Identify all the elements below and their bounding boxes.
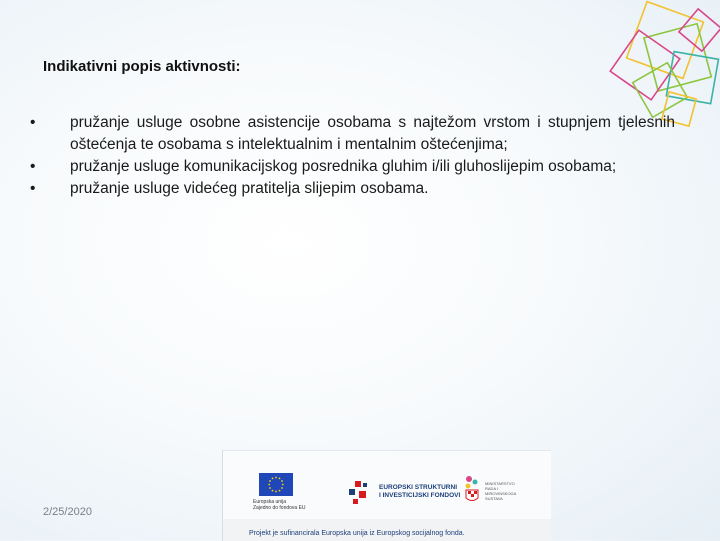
list-item-text: pružanje usluge osobne asistencije osobama s najtežom vrstom i stupnjem tjelesnih oštećenja te osobama s intelektualnim i mentalnim oštećenjima; — [70, 114, 675, 153]
list-item — [30, 112, 675, 156]
list-item — [30, 178, 675, 200]
slide-date: 2/25/2020 — [43, 506, 92, 518]
banner-caption: Projekt je sufinancirala Europska unija iz Europskog socijalnog fonda. — [249, 530, 465, 537]
esi-funds-text — [379, 484, 460, 500]
ministry-text: MINISTARSTVO RADA I MIROVINSKOGA SUSTAVA — [485, 481, 517, 501]
esi-line-1: EUROPSKI STRUKTURNI — [379, 484, 458, 491]
slide-title: Indikativni popis aktivnosti: — [43, 58, 241, 75]
eu-flag-icon — [259, 473, 293, 496]
bullet-marker: • — [30, 114, 36, 131]
eu-funding-banner — [222, 450, 551, 541]
esi-line-2: I INVESTICIJSKI FONDOVI — [379, 492, 461, 499]
ministry-coat-of-arms-icon — [461, 473, 483, 505]
list-item-text: pružanje usluge komunikacijskog posrednika gluhim i/ili gluhoslijepim osobama; — [70, 158, 617, 175]
eu-logo-text: Europska unija Zajedno do fondova EU — [253, 499, 306, 511]
bullet-marker: • — [30, 180, 36, 197]
list-item — [30, 156, 675, 178]
activity-list — [30, 112, 675, 200]
esi-funds-logo-icon — [345, 479, 375, 509]
list-item-text: pružanje usluge videćeg pratitelja slijepim osobama. — [70, 180, 429, 197]
decorative-squares — [520, 0, 720, 130]
bullet-marker: • — [30, 158, 36, 175]
